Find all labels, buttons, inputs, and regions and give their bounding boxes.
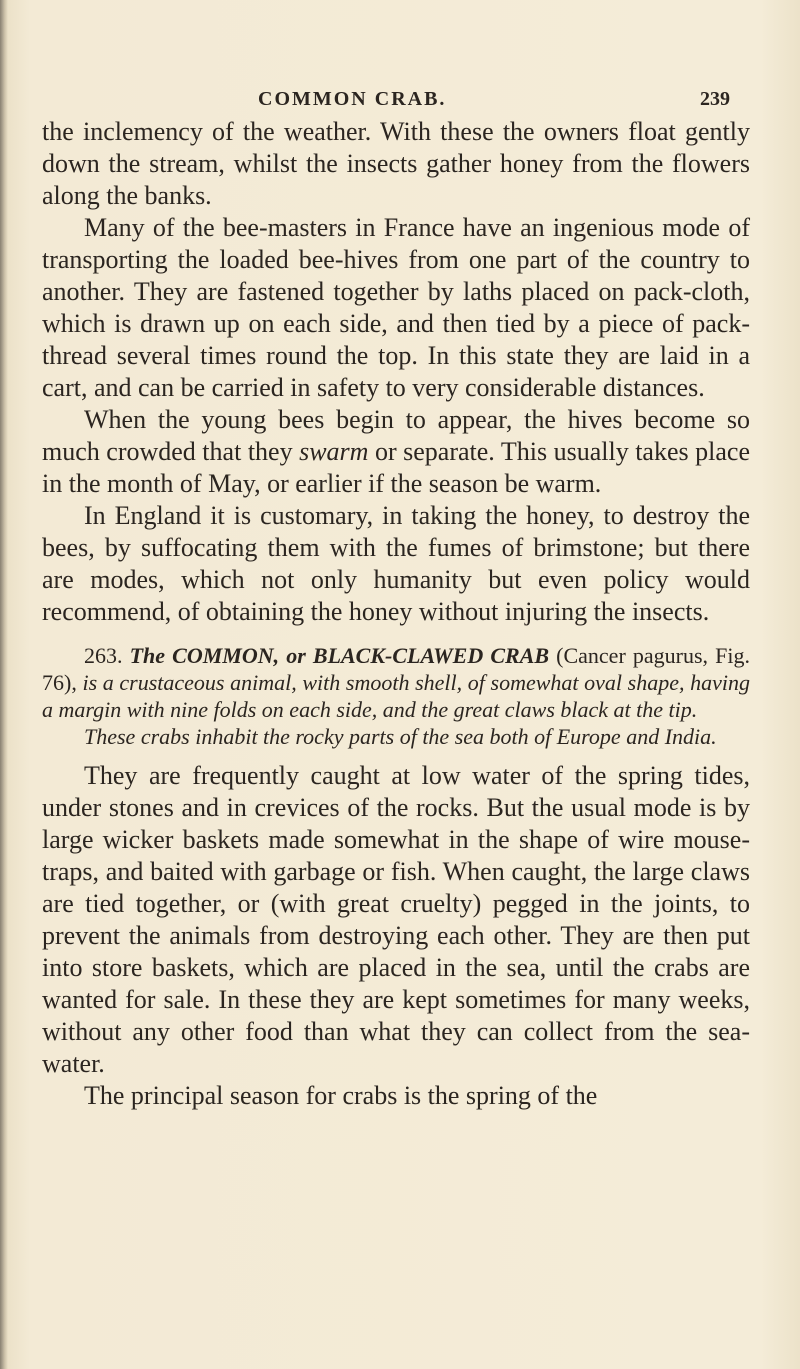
running-title: COMMON CRAB. bbox=[258, 88, 447, 110]
entry-common-crab bbox=[42, 642, 750, 723]
swarm-text-after: or separate. This usually takes place in the month of May, or earlier if the season be warm. bbox=[42, 437, 750, 498]
paragraph-swarm bbox=[42, 404, 750, 500]
paragraph-bee-masters: Many of the bee-masters in France have an ingenious mode of transporting the loaded bee-hives from one part of the country to another. They are fastened together by laths placed on pack-cloth, which is drawn up on each side, and then tied by a piece of pack-thread several times round the top. In this state they are laid in a cart, and can be carried in safety to very considerable distances. bbox=[42, 213, 750, 402]
swarm-word: swarm bbox=[299, 437, 369, 466]
entry-latin-name: (Cancer pagurus, Fig. 76), bbox=[42, 643, 750, 695]
paragraph-caught: They are frequently caught at low water of the spring tides, under stones and in crevices of the rocks. But the usual mode is by large wicker baskets made somewhat in the shape of wire mouse-traps, and baited with garbage or fish. When caught, the large claws are tied together, or (with great cruelty) pegged in the joints, to prevent the animals from destroying each other. They are then put into store baskets, which are placed in the sea, until the crabs are wanted for sale. In these they are kept sometimes for many weeks, without any other food than what they can collect from the sea-water. bbox=[42, 761, 750, 1078]
entry-title: The COMMON, or BLACK-CLAWED CRAB bbox=[129, 643, 550, 668]
page-number: 239 bbox=[700, 88, 730, 110]
running-head bbox=[0, 88, 800, 118]
entry-description: is a crustaceous animal, with smooth shell, of somewhat oval shape, having a margin with nine folds on each side, and the great claws black at the tip. bbox=[42, 670, 750, 722]
paragraph-season: The principal season for crabs is the spring of the bbox=[84, 1081, 598, 1110]
paragraph-continuation: the inclemency of the weather. With these the owners float gently down the stream, whilst the insects gather honey from the flowers along the banks. bbox=[42, 117, 750, 210]
paragraph-england: In England it is customary, in taking the honey, to destroy the bees, by suffocating them with the fumes of brimstone; but there are modes, which not only humanity but even policy would recommend, of obtaining the honey without injuring the insects. bbox=[42, 501, 750, 626]
body-text bbox=[42, 116, 750, 1112]
entry-range: These crabs inhabit the rocky parts of the sea both of Europe and India. bbox=[84, 724, 717, 749]
swarm-text-before: When the young bees begin to appear, the hives become so much crowded that they bbox=[42, 405, 750, 466]
spine-shadow bbox=[0, 0, 8, 1369]
entry-number: 263. bbox=[84, 643, 123, 668]
